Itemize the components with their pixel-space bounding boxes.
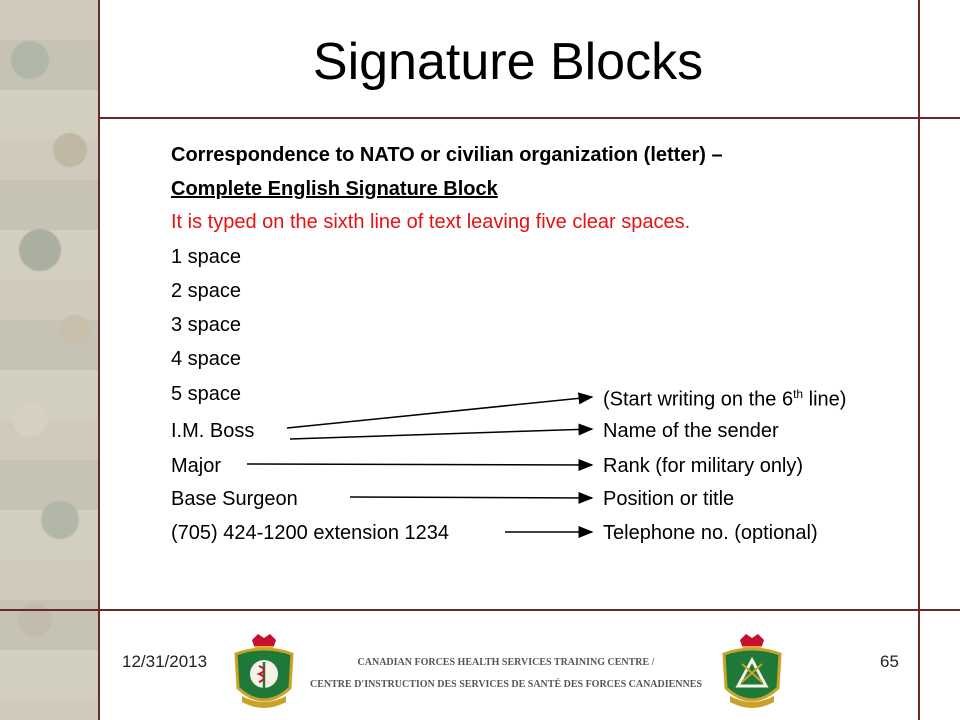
space-line-3: 3 space: [171, 314, 242, 336]
desc-position: Position or title: [603, 488, 735, 510]
space-line-4: 4 space: [171, 348, 242, 370]
medical-crest-icon: [228, 632, 300, 714]
block-telephone: (705) 424-1200 extension 1234: [171, 522, 449, 544]
frame-line-right: [918, 0, 920, 720]
footer-divider: [0, 609, 960, 611]
block-position: Base Surgeon: [171, 488, 298, 510]
desc-start-suffix: line): [803, 388, 847, 411]
arrow-to-position: [350, 497, 592, 498]
note-sixth-line: It is typed on the sixth line of text leaving five clear spaces.: [171, 211, 691, 233]
arrow-to-rank: [247, 464, 592, 465]
desc-start-prefix: (Start writing on the 6: [603, 388, 794, 411]
block-rank: Major: [171, 455, 222, 477]
footer-date: 12/31/2013: [122, 652, 208, 671]
space-line-1: 1 space: [171, 246, 242, 268]
arrow-to-name: [290, 429, 592, 439]
unit-crest-icon: [716, 632, 788, 714]
heading-correspondence: Correspondence to NATO or civilian organization (letter) –: [171, 144, 723, 166]
space-line-2: 2 space: [171, 280, 242, 302]
banner-line-2: CENTRE D'INSTRUCTION DES SERVICES DE SANTÉ DES FORCES CANADIENNES: [310, 679, 702, 690]
frame-line-left: [98, 0, 100, 720]
training-centre-banner: [302, 652, 710, 696]
space-line-5: 5 space: [171, 383, 242, 405]
block-name: I.M. Boss: [171, 420, 255, 442]
page-title: Signature Blocks: [312, 33, 704, 91]
heading-signature-block: Complete English Signature Block: [171, 178, 498, 200]
decorative-photo-strip: [0, 0, 98, 720]
desc-start-line: [603, 381, 846, 413]
desc-start-sup: th: [793, 387, 804, 401]
page-number: 65: [880, 652, 899, 671]
banner-line-1: CANADIAN FORCES HEALTH SERVICES TRAINING CENTRE /: [357, 657, 655, 668]
desc-name: Name of the sender: [603, 420, 779, 442]
desc-telephone: Telephone no. (optional): [603, 522, 818, 544]
arrow-to-start-line: [287, 397, 592, 428]
desc-rank: Rank (for military only): [603, 455, 804, 477]
title-divider: [98, 117, 960, 119]
